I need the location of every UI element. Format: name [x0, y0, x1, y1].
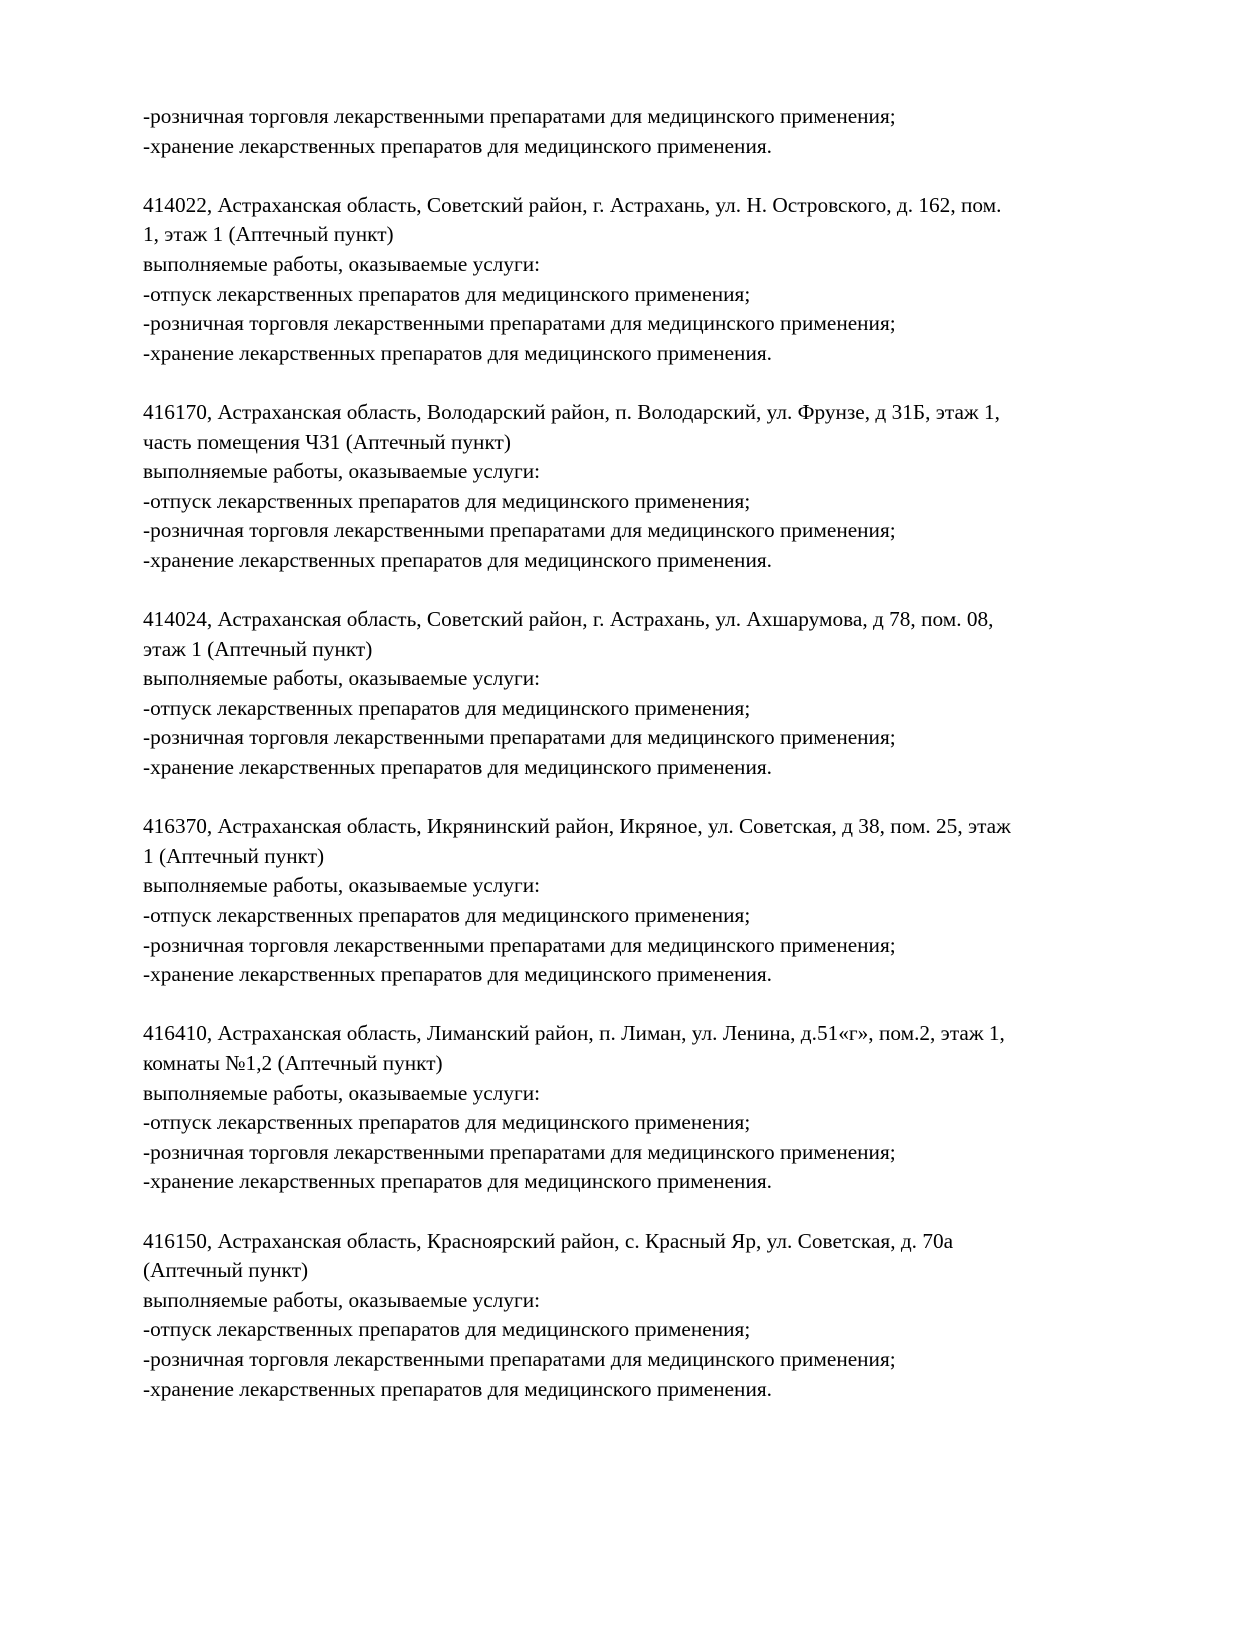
services-heading: выполняемые работы, оказываемые услуги: [143, 1287, 541, 1312]
service-item: -отпуск лекарственных препаратов для медицинского применения; [143, 281, 751, 306]
pharmacy-entry [143, 812, 1153, 990]
pharmacy-entry [143, 1019, 1153, 1197]
service-item: -отпуск лекарственных препаратов для медицинского применения; [143, 695, 751, 720]
services-heading: выполняемые работы, оказываемые услуги: [143, 873, 541, 898]
service-item: -хранение лекарственных препаратов для медицинского применения. [143, 1376, 772, 1401]
address-line: 416150, Астраханская область, Красноярский район, с. Красный Яр, ул. Советская, д. 70а [143, 1228, 954, 1253]
service-item: -хранение лекарственных препаратов для медицинского применения. [143, 547, 772, 572]
service-item: -хранение лекарственных препаратов для медицинского применения. [143, 755, 772, 780]
address-line: 1, этаж 1 (Аптечный пункт) [143, 222, 394, 247]
service-item: -отпуск лекарственных препаратов для медицинского применения; [143, 1317, 751, 1342]
services-heading: выполняемые работы, оказываемые услуги: [143, 1080, 541, 1105]
address-line: часть помещения ЧЗ1 (Аптечный пункт) [143, 429, 511, 454]
paragraph-gap [143, 990, 1153, 1020]
paragraph-gap [143, 783, 1153, 813]
service-item: -хранение лекарственных препаратов для медицинского применения. [143, 340, 772, 365]
service-item: -розничная торговля лекарственными препаратами для медицинского применения; [143, 725, 896, 750]
address-line: 1 (Аптечный пункт) [143, 843, 325, 868]
intro-line: -розничная торговля лекарственными препаратами для медицинского применения; [143, 104, 896, 128]
address-line: 416370, Астраханская область, Икрянинский район, Икряное, ул. Советская, д 38, пом. 25, этаж [143, 814, 1011, 839]
document-page [143, 102, 1153, 1404]
service-item: -хранение лекарственных препаратов для медицинского применения. [143, 962, 772, 987]
address-line: 414024, Астраханская область, Советский район, г. Астрахань, ул. Ахшарумова, д 78, пом. 08, [143, 607, 994, 632]
paragraph-gap [143, 1197, 1153, 1227]
intro-block [143, 102, 1153, 161]
services-heading: выполняемые работы, оказываемые услуги: [143, 666, 541, 691]
services-heading: выполняемые работы, оказываемые услуги: [143, 251, 541, 276]
service-item: -отпуск лекарственных препаратов для медицинского применения; [143, 488, 751, 513]
service-item: -розничная торговля лекарственными препаратами для медицинского применения; [143, 518, 896, 543]
paragraph-gap [143, 576, 1153, 606]
service-item: -розничная торговля лекарственными препаратами для медицинского применения; [143, 932, 896, 957]
service-item: -розничная торговля лекарственными препаратами для медицинского применения; [143, 1346, 896, 1371]
paragraph-gap [143, 368, 1153, 398]
service-item: -отпуск лекарственных препаратов для медицинского применения; [143, 1110, 751, 1135]
address-line: комнаты №1,2 (Аптечный пункт) [143, 1051, 443, 1075]
address-line: 416410, Астраханская область, Лиманский район, п. Лиман, ул. Ленина, д.51«г», пом.2, этаж 1, [143, 1021, 1005, 1046]
service-item: -отпуск лекарственных препаратов для медицинского применения; [143, 903, 751, 928]
address-line: этаж 1 (Аптечный пункт) [143, 636, 373, 661]
pharmacy-entry [143, 191, 1153, 369]
services-heading: выполняемые работы, оказываемые услуги: [143, 459, 541, 484]
pharmacy-entry [143, 1227, 1153, 1405]
address-line: 416170, Астраханская область, Володарский район, п. Володарский, ул. Фрунзе, д 31Б, этаж 1, [143, 399, 1000, 424]
address-line: 414022, Астраханская область, Советский район, г. Астрахань, ул. Н. Островского, д. 162, пом. [143, 192, 1002, 217]
pharmacy-entry [143, 605, 1153, 783]
service-item: -розничная торговля лекарственными препаратами для медицинского применения; [143, 311, 896, 336]
service-item: -розничная торговля лекарственными препаратами для медицинского применения; [143, 1139, 896, 1164]
intro-line: -хранение лекарственных препаратов для медицинского применения. [143, 133, 772, 158]
service-item: -хранение лекарственных препаратов для медицинского применения. [143, 1169, 772, 1194]
address-line: (Аптечный пункт) [143, 1258, 309, 1283]
pharmacy-entry [143, 398, 1153, 576]
paragraph-gap [143, 161, 1153, 191]
